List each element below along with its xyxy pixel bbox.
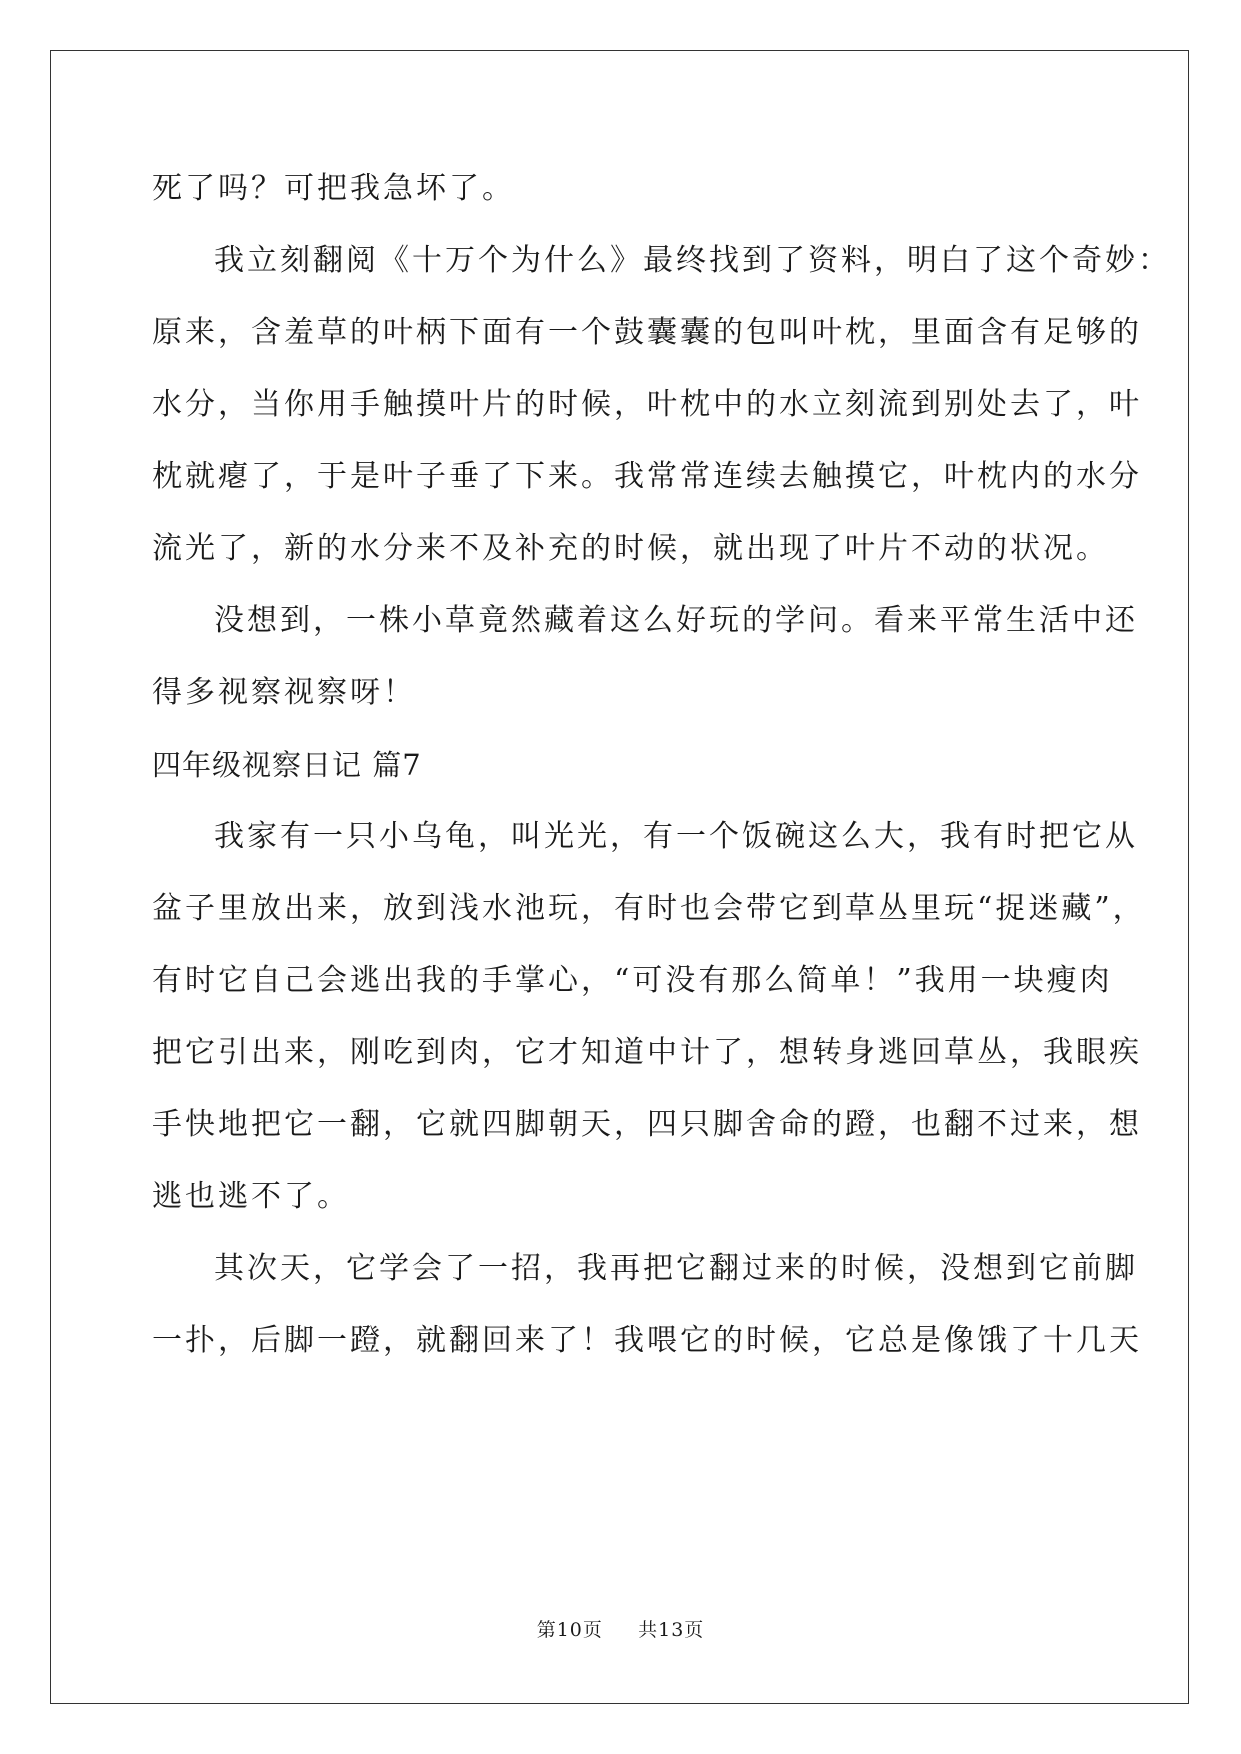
paragraph-line: 水分，当你用手触摸叶片的时候，叶枕中的水立刻流到别处去了，叶 [152,387,1142,422]
paragraph-line: 死了吗？可把我急坏了。 [152,171,515,206]
footer-spacer [610,1619,631,1641]
paragraph-first-line: 其次天，它学会了一招，我再把它翻过来的时候，没想到它前脚 [214,1251,1138,1286]
paragraph-first-line: 没想到，一株小草竟然藏着这么好玩的学问。看来平常生活中还 [214,603,1138,638]
paragraph-line: 盆子里放出来，放到浅水池玩，有时也会带它到草丛里玩“捉迷藏”， [152,891,1146,926]
page-number: 第10页 [536,1619,603,1641]
paragraph-line: 流光了，新的水分来不及补充的时候，就出现了叶片不动的状况。 [152,531,1109,566]
paragraph-line: 有时它自己会逃出我的手掌心，“可没有那么简单！”我用一块瘦肉 [152,963,1113,998]
paragraph-line: 原来，含羞草的叶柄下面有一个鼓囊囊的包叫叶枕，里面含有足够的 [152,315,1142,350]
paragraph-line: 把它引出来，刚吃到肉，它才知道中计了，想转身逃回草丛，我眼疾 [152,1035,1142,1070]
paragraph-line: 手快地把它一翻，它就四脚朝天，四只脚舍命的蹬，也翻不过来，想 [152,1107,1142,1142]
paragraph-line: 枕就瘪了，于是叶子垂了下来。我常常连续去触摸它，叶枕内的水分 [152,459,1142,494]
paragraph-first-line: 我家有一只小乌龟，叫光光，有一个饭碗这么大，我有时把它从 [214,819,1138,854]
paragraph-line: 得多视察视察呀！ [152,675,416,710]
paragraph-first-line: 我立刻翻阅《十万个为什么》最终找到了资料，明白了这个奇妙： [214,243,1171,278]
section-heading: 四年级视察日记 篇7 [152,748,422,782]
document-body [152,163,1171,1387]
paragraph-line: 逃也逃不了。 [152,1179,350,1214]
paragraph-line: 一扑，后脚一蹬，就翻回来了！我喂它的时候，它总是像饿了十几天 [152,1323,1142,1358]
page-footer [0,1615,1241,1642]
page-total: 共13页 [638,1619,705,1641]
